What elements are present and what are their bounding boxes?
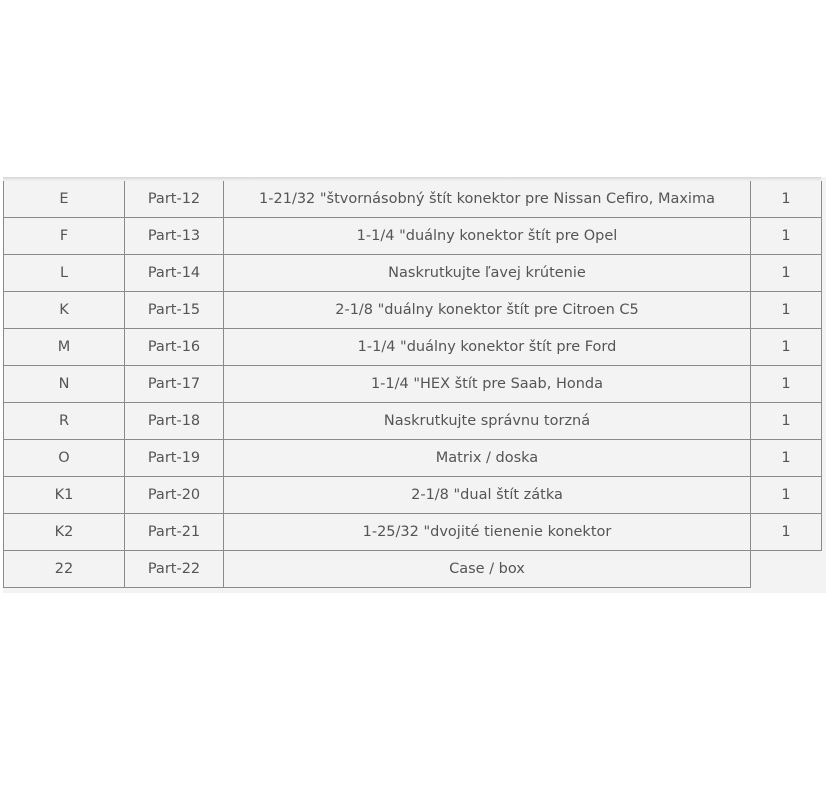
table-row (4, 477, 822, 514)
quantity-cell: 1 (751, 514, 822, 551)
description-cell: 1-1/4 "duálny konektor štít pre Opel (224, 218, 751, 255)
quantity-cell: 1 (751, 440, 822, 477)
quantity-cell: 1 (751, 477, 822, 514)
table-row (4, 329, 822, 366)
description-cell: Naskrutkujte ľavej krútenie (224, 255, 751, 292)
part-number-cell: Part-20 (125, 477, 224, 514)
quantity-cell: 1 (751, 329, 822, 366)
position-cell: R (4, 403, 125, 440)
description-cell: 1-21/32 "štvornásobný štít konektor pre Nissan Cefiro, Maxima (224, 181, 751, 218)
table-row (4, 218, 822, 255)
quantity-cell: 1 (751, 181, 822, 218)
part-number-cell: Part-17 (125, 366, 224, 403)
table-row (4, 514, 822, 551)
quantity-cell: 1 (751, 403, 822, 440)
position-cell: F (4, 218, 125, 255)
parts-table-container (3, 177, 826, 593)
description-cell: 1-1/4 "duálny konektor štít pre Ford (224, 329, 751, 366)
part-number-cell: Part-18 (125, 403, 224, 440)
part-number-cell: Part-22 (125, 551, 224, 588)
description-cell: 1-25/32 "dvojité tienenie konektor (224, 514, 751, 551)
position-cell: 22 (4, 551, 125, 588)
part-number-cell: Part-13 (125, 218, 224, 255)
position-cell: E (4, 181, 125, 218)
position-cell: K2 (4, 514, 125, 551)
part-number-cell: Part-14 (125, 255, 224, 292)
description-cell: 2-1/8 "dual štít zátka (224, 477, 751, 514)
part-number-cell: Part-12 (125, 181, 224, 218)
quantity-cell-empty (751, 551, 822, 588)
position-cell: K1 (4, 477, 125, 514)
table-row (4, 255, 822, 292)
description-cell: 2-1/8 "duálny konektor štít pre Citroen C5 (224, 292, 751, 329)
position-cell: O (4, 440, 125, 477)
position-cell: M (4, 329, 125, 366)
table-row (4, 551, 822, 588)
table-row (4, 366, 822, 403)
table-row (4, 440, 822, 477)
description-cell: Case / box (224, 551, 751, 588)
parts-table (3, 181, 822, 588)
part-number-cell: Part-21 (125, 514, 224, 551)
quantity-cell: 1 (751, 292, 822, 329)
description-cell: Matrix / doska (224, 440, 751, 477)
table-row (4, 181, 822, 218)
quantity-cell: 1 (751, 366, 822, 403)
table-row (4, 403, 822, 440)
table-row (4, 292, 822, 329)
position-cell: N (4, 366, 125, 403)
quantity-cell: 1 (751, 255, 822, 292)
part-number-cell: Part-15 (125, 292, 224, 329)
description-cell: Naskrutkujte správnu torzná (224, 403, 751, 440)
position-cell: L (4, 255, 125, 292)
position-cell: K (4, 292, 125, 329)
part-number-cell: Part-16 (125, 329, 224, 366)
description-cell: 1-1/4 "HEX štít pre Saab, Honda (224, 366, 751, 403)
part-number-cell: Part-19 (125, 440, 224, 477)
quantity-cell: 1 (751, 218, 822, 255)
